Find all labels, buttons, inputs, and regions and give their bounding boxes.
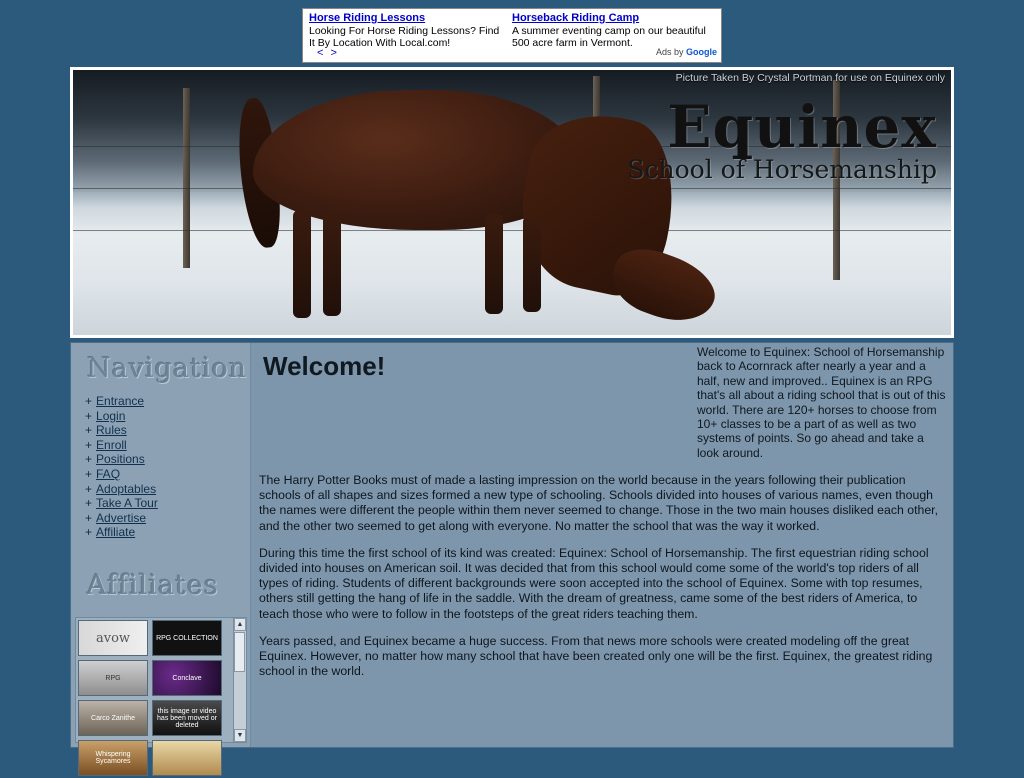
ad-columns <box>303 9 721 49</box>
ad-right-title[interactable]: Horseback Riding Camp <box>512 12 640 24</box>
sidebar-link-advertise[interactable]: Advertise <box>96 510 147 525</box>
sidebar-item-advertise[interactable] <box>85 511 250 526</box>
header-photo <box>73 70 951 335</box>
affiliate-badge-conclave[interactable]: Conclave <box>152 660 222 696</box>
sidebar <box>71 343 251 765</box>
bullet-icon: + <box>85 510 93 525</box>
sidebar-link-adoptables[interactable]: Adoptables <box>96 481 157 496</box>
intro-paragraph: Welcome to Equinex: School of Horsemanship back to Acornrack after nearly a year and a half, new and improved.. Equinex is an RPG that's all about a riding school that is out of this world. There are 120+ horses to choose from 10+ classes to be a part of as well as two systems of points. So go ahead and take a look around. <box>697 345 946 460</box>
scroll-up-icon[interactable]: ▲ <box>234 618 246 631</box>
bullet-icon: + <box>85 452 93 467</box>
affiliate-badge-rpg[interactable]: RPG <box>78 660 148 696</box>
sidebar-link-enroll[interactable]: Enroll <box>96 437 127 452</box>
sidebar-item-entrance[interactable] <box>85 394 250 409</box>
affiliate-badge-extra[interactable] <box>152 740 222 776</box>
sidebar-item-login[interactable] <box>85 409 250 424</box>
sidebar-item-enroll[interactable] <box>85 438 250 453</box>
scrollbar-thumb[interactable] <box>234 632 245 672</box>
article-body <box>259 473 945 691</box>
paragraph-3: Years passed, and Equinex became a huge success. From that news more schools were created modeling off the great Equinex. However, no matter how many school that have been created only one will be the first. Equinex, the greatest riding school in the world. <box>259 633 933 679</box>
affiliates-scrollbar[interactable] <box>233 618 246 742</box>
horse-leg-1 <box>293 210 311 318</box>
bullet-icon: + <box>85 466 93 481</box>
ads-by-prefix: Ads by <box>655 47 686 57</box>
fence-post-1 <box>183 88 190 268</box>
affiliate-badge-missing-image[interactable]: this image or video has been moved or deleted <box>152 700 222 736</box>
bullet-icon: + <box>85 423 93 438</box>
ad-left-title[interactable]: Horse Riding Lessons <box>309 12 426 24</box>
horse-leg-4 <box>523 216 541 312</box>
affiliates-grid <box>76 618 236 778</box>
sidebar-item-affiliate[interactable] <box>85 525 250 540</box>
affiliate-badge-avow[interactable]: avow <box>78 620 148 656</box>
sidebar-link-affiliate[interactable]: Affiliate <box>96 525 136 540</box>
scroll-down-icon[interactable]: ▼ <box>234 729 246 742</box>
sidebar-item-positions[interactable] <box>85 452 250 467</box>
ad-right-text: A summer eventing camp on our beautiful 500 acre farm in Vermont. <box>512 25 706 49</box>
horse-leg-2 <box>323 212 341 316</box>
ad-right[interactable] <box>512 12 715 49</box>
site-header-banner <box>70 67 954 338</box>
navigation-list <box>85 394 250 540</box>
ad-left-text: Looking For Horse Riding Lessons? Find It By Location With Local.com! <box>309 25 500 49</box>
ad-footer <box>303 47 721 61</box>
site-logo-title: Equinex <box>667 93 937 161</box>
affiliate-badge-carco-zanithe[interactable]: Carco Zanithe <box>78 700 148 736</box>
bullet-icon: + <box>85 481 93 496</box>
bullet-icon: + <box>85 394 93 408</box>
photo-credit: Picture Taken By Crystal Portman for use on Equinex only <box>675 72 945 84</box>
bullet-icon: + <box>85 525 93 540</box>
affiliate-badge-whispering-sycamores[interactable]: Whispering Sycamores <box>78 740 148 776</box>
site-logo <box>627 93 937 184</box>
bullet-icon: + <box>85 408 93 423</box>
affiliates-panel <box>75 617 247 765</box>
bullet-icon: + <box>85 496 93 511</box>
paragraph-2: During this time the first school of its kind was created: Equinex: School of Horsemanship. The first equestrian riding school divided into houses on American soil. It was decided that from this school would come some of the world's top riders of all types of riding. Students of different backgrounds were soon accepted into the school of Equinex. Some with top resumes, others still getting the hang of life in the saddle. With the dream of greatness, came some of the best riders of America, to teach those who were to follow in the footsteps of the great riders teaching them. <box>259 545 929 621</box>
navigation-heading: Navigation <box>87 353 248 384</box>
ad-left[interactable] <box>309 12 512 49</box>
affiliate-badge-rpg-collection[interactable]: RPG COLLECTION <box>152 620 222 656</box>
paragraph-1: The Harry Potter Books must of made a lasting impression on the world because in the years following their publication schools of all shapes and sizes formed a new type of schooling. Schools divided into houses of various names, even though the names were different the people within them never seemed to change. Those in the two main houses disliked each other, and the other two seemed to get along with everyone. No matter the school that was the way it worked. <box>259 473 939 533</box>
affiliates-heading: Affiliates <box>87 569 219 601</box>
sidebar-item-adoptables[interactable] <box>85 482 250 497</box>
site-logo-subtitle: School of Horsemanship <box>627 155 937 184</box>
sidebar-item-take-a-tour[interactable] <box>85 496 250 511</box>
google-ad-banner[interactable] <box>302 8 722 63</box>
sidebar-item-faq[interactable] <box>85 467 250 482</box>
sidebar-link-faq[interactable]: FAQ <box>96 466 121 481</box>
ads-by-brand: Google <box>686 47 717 57</box>
sidebar-link-entrance[interactable]: Entrance <box>96 394 145 408</box>
main-column <box>251 343 953 747</box>
page-title: Welcome! <box>263 351 386 381</box>
content-area <box>70 342 954 765</box>
sidebar-link-take-a-tour[interactable]: Take A Tour <box>96 496 158 511</box>
horse-leg-3 <box>485 214 503 314</box>
sidebar-link-rules[interactable]: Rules <box>96 423 127 438</box>
bullet-icon: + <box>85 437 93 452</box>
sidebar-item-rules[interactable] <box>85 423 250 438</box>
ads-by-google-label <box>656 47 717 57</box>
sidebar-link-positions[interactable]: Positions <box>96 452 145 467</box>
ad-pager-arrows[interactable]: < > <box>317 47 339 59</box>
sidebar-link-login[interactable]: Login <box>96 408 126 423</box>
